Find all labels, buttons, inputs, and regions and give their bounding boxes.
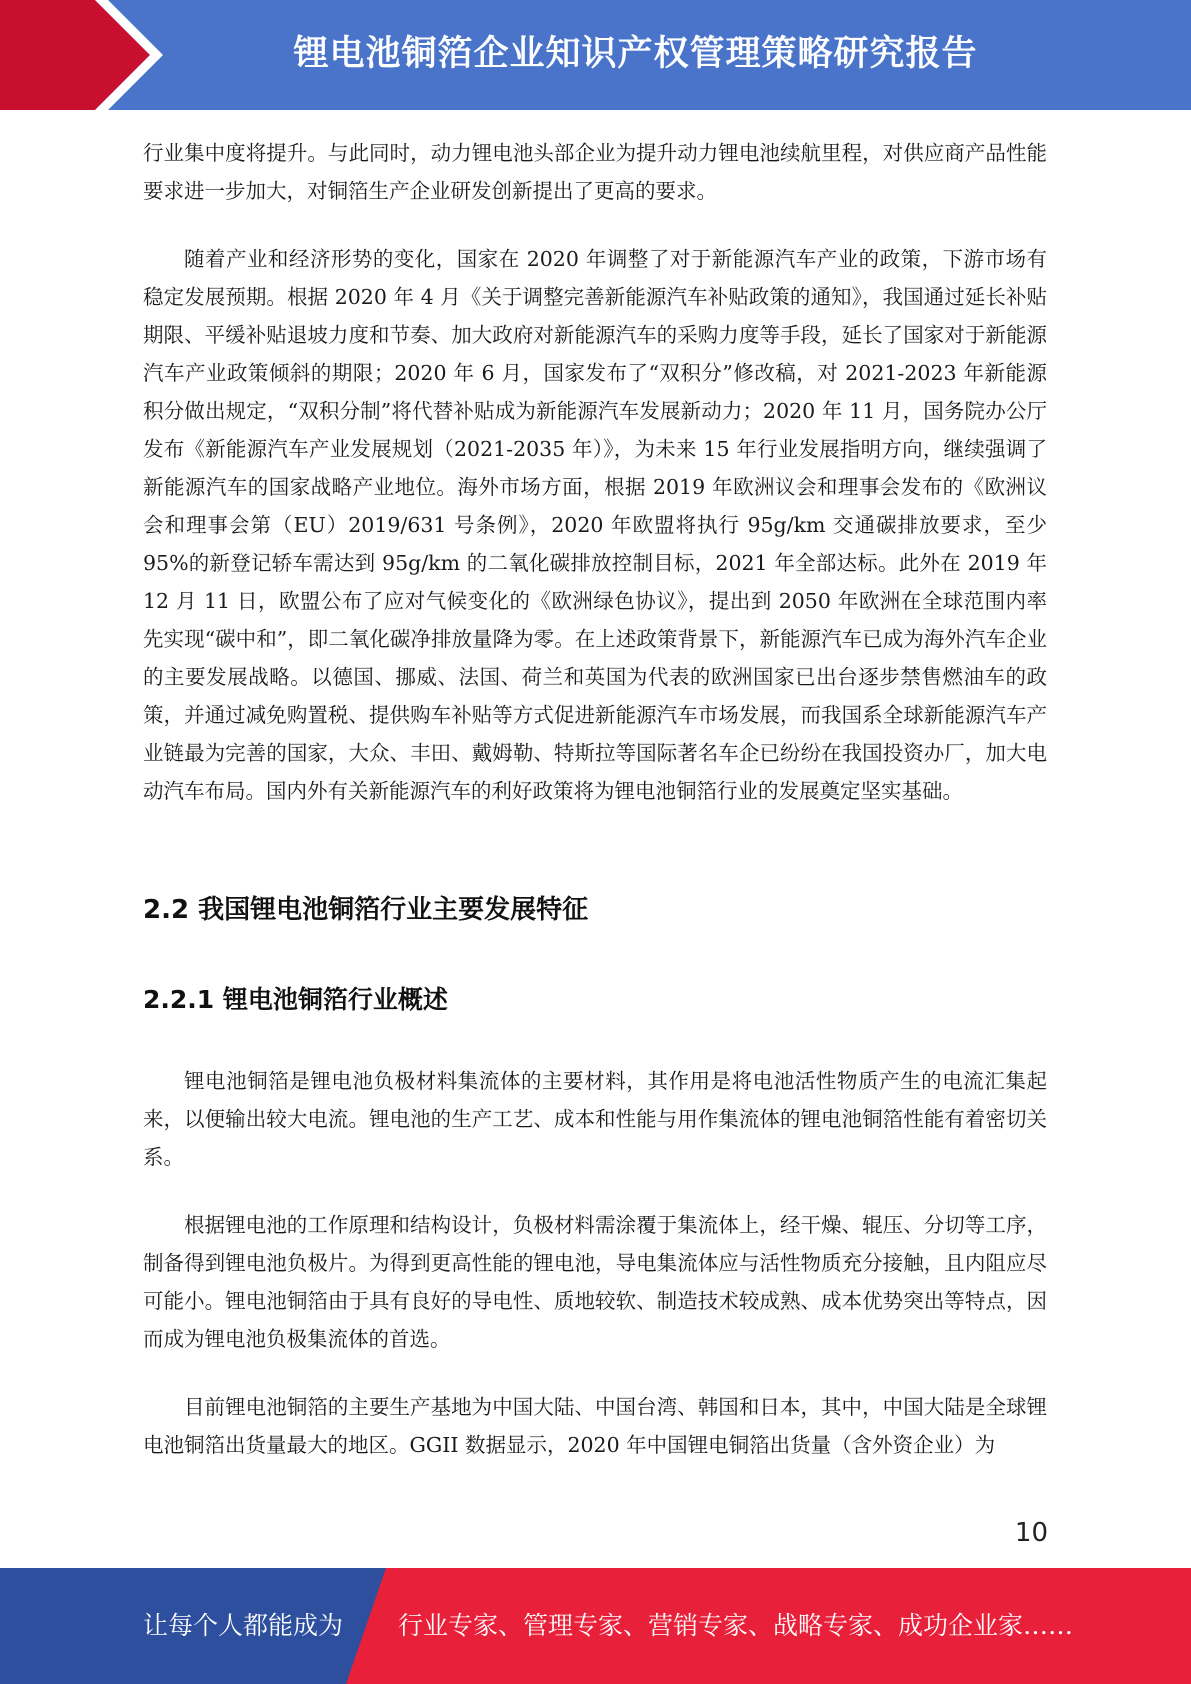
footer-slogan-left: 让每个人都能成为 [143,1611,344,1640]
report-title: 锂电池铜箔企业知识产权管理策略研究报告 [293,34,978,74]
page-footer [0,1568,1191,1684]
section-heading: 2.2 我国锂电池铜箔行业主要发展特征 [143,895,589,925]
header-chevron-icon [0,0,200,110]
paragraph-overview: 锂电池铜箔是锂电池负极材料集流体的主要材料，其作用是将电池活性物质产生的电流汇集起来，以便输出较大电流。锂电池的生产工艺、成本和性能与用作集流体的锂电池铜箔性能有着密切关系。 [143,1069,1047,1169]
paragraph-principle: 根据锂电池的工作原理和结构设计，负极材料需涂覆于集流体上，经干燥、辊压、分切等工序，制备得到锂电池负极片。为得到更高性能的锂电池，导电集流体应与活性物质充分接触，且内阻应尽可能小。锂电池铜箔由于具有良好的导电性、质地较软、制造技术较成熟、成本优势突出等特点，因而成为锂电池负极集流体的首选。 [143,1213,1047,1351]
paragraph-continued: 行业集中度将提升。与此同时，动力锂电池头部企业为提升动力锂电池续航里程，对供应商产品性能要求进一步加大，对铜箔生产企业研发创新提出了更高的要求。 [143,141,1047,203]
page-number: 10 [1014,1518,1048,1548]
paragraph-policy: 随着产业和经济形势的变化，国家在 2020 年调整了对于新能源汽车产业的政策，下游市场有稳定发展预期。根据 2020 年 4 月《关于调整完善新能源汽车补贴政策的通知》，我国通过延长补贴期限、平缓补贴退坡力度和节奏、加大政府对新能源汽车的采购力度等手段，延长了国家对于新能源汽车产业政策倾斜的期限；2020 年 6 月，国家发布了“双积分”修改稿，对 2021-2023 年新能源积分做出规定，“双积分制”将代替补贴成为新能源汽车发展新动力；2020 年 11 月，国务院办公厅发布《新能源汽车产业发展规划（2021-2035 年）》，为未来 15 年行业发展指明方向，继续强调了新能源汽车的国家战略产业地位。海外市场方面，根据 2019 年欧洲议会和理事会发布的《欧洲议会和理事会第（EU）2019/631 号条例》，2020 年欧盟将执行 95g/km 交通碳排放要求，至少 95%的新登记轿车需达到 95g/km 的二氧化碳排放控制目标，2021 年全部达标。此外在 2019 年 12 月 11 日，欧盟公布了应对气候变化的《欧洲绿色协议》，提出到 2050 年欧洲在全球范围内率先实现“碳中和”，即二氧化碳净排放量降为零。在上述政策背景下，新能源汽车已成为海外汽车企业的主要发展战略。以德国、挪威、法国、荷兰和英国为代表的欧洲国家已出台逐步禁售燃油车的政策，并通过减免购置税、提供购车补贴等方式促进新能源汽车市场发展，而我国系全球新能源汽车产业链最为完善的国家，大众、丰田、戴姆勒、特斯拉等国际著名车企已纷纷在我国投资办厂，加大电动汽车布局。国内外有关新能源汽车的利好政策将为锂电池铜箔行业的发展奠定坚实基础。 [143,247,1047,803]
paragraph-production: 目前锂电池铜箔的主要生产基地为中国大陆、中国台湾、韩国和日本，其中，中国大陆是全球锂电池铜箔出货量最大的地区。GGII 数据显示，2020 年中国锂电铜箔出货量（含外资企业）为 [143,1395,1047,1457]
subsection-heading: 2.2.1 锂电池铜箔行业概述 [143,985,448,1014]
page-header [0,0,1191,110]
page-content [143,134,1047,1464]
footer-slogan-right: 行业专家、管理专家、营销专家、战略专家、成功企业家…… [398,1611,1074,1640]
